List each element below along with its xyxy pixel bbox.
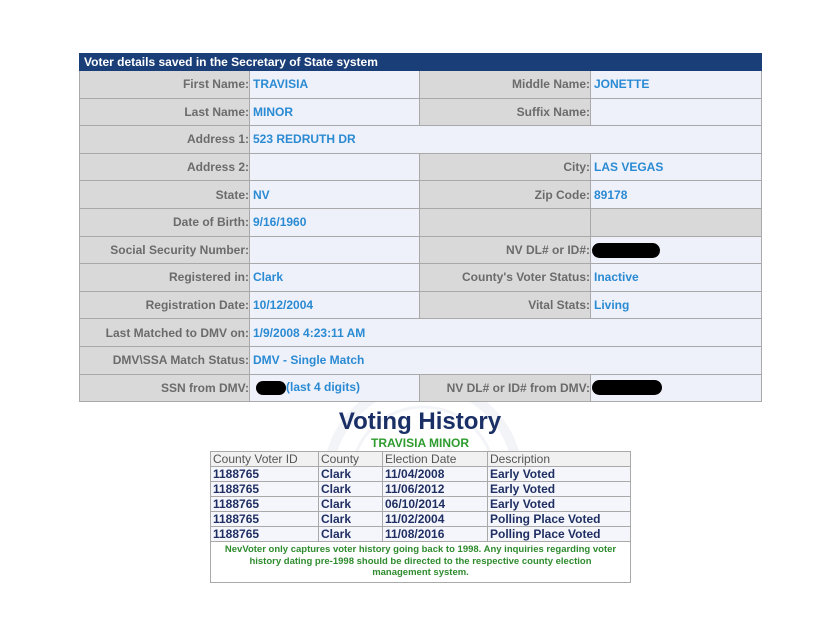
last-name-value: MINOR xyxy=(250,98,420,126)
county-status-value: Inactive xyxy=(591,264,762,292)
county-cell: Clark xyxy=(319,467,383,482)
table-row xyxy=(211,527,631,542)
empty-cell xyxy=(420,208,591,236)
city-label: City: xyxy=(420,153,591,181)
column-header: County xyxy=(319,452,383,467)
description-cell: Early Voted xyxy=(488,467,631,482)
table-row xyxy=(211,497,631,512)
ssn-dmv-label: SSN from DMV: xyxy=(80,374,250,402)
last-matched-label: Last Matched to DMV on: xyxy=(80,319,250,347)
election-date-cell: 11/06/2012 xyxy=(383,482,488,497)
ssn-dmv-suffix: (last 4 digits) xyxy=(286,380,361,395)
description-cell: Early Voted xyxy=(488,482,631,497)
election-date-cell: 06/10/2014 xyxy=(383,497,488,512)
address2-label: Address 2: xyxy=(80,153,250,181)
table-row xyxy=(80,236,762,264)
nv-dl-dmv-label: NV DL# or ID# from DMV: xyxy=(420,374,591,402)
details-caption: Voter details saved in the Secretary of State system xyxy=(80,54,762,71)
registration-date-value: 10/12/2004 xyxy=(250,291,420,319)
vital-stats-value: Living xyxy=(591,291,762,319)
history-header-row xyxy=(211,452,631,467)
table-row xyxy=(80,264,762,292)
election-date-cell: 11/02/2004 xyxy=(383,512,488,527)
zip-value: 89178 xyxy=(591,181,762,209)
voter-id-cell: 1188765 xyxy=(211,512,319,527)
first-name-value: TRAVISIA xyxy=(250,71,420,99)
table-row xyxy=(80,374,762,402)
table-row xyxy=(80,346,762,374)
voter-id-cell: 1188765 xyxy=(211,467,319,482)
vital-stats-label: Vital Stats: xyxy=(420,291,591,319)
table-row xyxy=(80,181,762,209)
middle-name-label: Middle Name: xyxy=(420,71,591,99)
election-date-cell: 11/08/2016 xyxy=(383,527,488,542)
table-row xyxy=(80,208,762,236)
history-note: NevVoter only captures voter history going back to 1998. Any inquiries regarding voter history dating pre-1998 should be directed to the respective county election management system. xyxy=(211,542,631,583)
match-status-value: DMV - Single Match xyxy=(250,346,762,374)
suffix-label: Suffix Name: xyxy=(420,98,591,126)
table-row xyxy=(80,71,762,99)
first-name-label: First Name: xyxy=(80,71,250,99)
voter-details-table xyxy=(79,53,762,402)
details-caption-row xyxy=(80,54,762,71)
suffix-value xyxy=(591,98,762,126)
voting-history-table xyxy=(210,451,631,583)
table-row xyxy=(80,126,762,154)
ssn-label: Social Security Number: xyxy=(80,236,250,264)
county-cell: Clark xyxy=(319,512,383,527)
address1-label: Address 1: xyxy=(80,126,250,154)
history-note-row xyxy=(211,542,631,583)
ssn-dmv-value xyxy=(250,374,420,402)
dob-label: Date of Birth: xyxy=(80,208,250,236)
voter-id-cell: 1188765 xyxy=(211,482,319,497)
nv-dl-value xyxy=(591,236,762,264)
address2-value xyxy=(250,153,420,181)
table-row xyxy=(80,153,762,181)
table-row xyxy=(80,291,762,319)
county-cell: Clark xyxy=(319,527,383,542)
voter-name-subtitle: TRAVISIA MINOR xyxy=(371,436,469,450)
table-row xyxy=(80,319,762,347)
nv-dl-label: NV DL# or ID#: xyxy=(420,236,591,264)
nv-dl-dmv-value xyxy=(591,374,762,402)
last-matched-value: 1/9/2008 4:23:11 AM xyxy=(250,319,762,347)
election-date-cell: 11/04/2008 xyxy=(383,467,488,482)
match-status-label: DMV\SSA Match Status: xyxy=(80,346,250,374)
column-header: Election Date xyxy=(383,452,488,467)
county-cell: Clark xyxy=(319,497,383,512)
county-status-label: County's Voter Status: xyxy=(420,264,591,292)
table-row xyxy=(211,512,631,527)
zip-label: Zip Code: xyxy=(420,181,591,209)
column-header: County Voter ID xyxy=(211,452,319,467)
registered-in-value: Clark xyxy=(250,264,420,292)
table-row xyxy=(80,98,762,126)
voter-id-cell: 1188765 xyxy=(211,527,319,542)
table-row xyxy=(211,467,631,482)
redaction-mark xyxy=(256,381,286,395)
voter-id-cell: 1188765 xyxy=(211,497,319,512)
redaction-mark xyxy=(592,380,662,395)
state-value: NV xyxy=(250,181,420,209)
dob-value: 9/16/1960 xyxy=(250,208,420,236)
registration-date-label: Registration Date: xyxy=(80,291,250,319)
description-cell: Early Voted xyxy=(488,497,631,512)
voting-history-title: Voting History xyxy=(338,408,502,435)
description-cell: Polling Place Voted xyxy=(488,512,631,527)
redaction-mark xyxy=(592,243,660,258)
column-header: Description xyxy=(488,452,631,467)
state-label: State: xyxy=(80,181,250,209)
registered-in-label: Registered in: xyxy=(80,264,250,292)
last-name-label: Last Name: xyxy=(80,98,250,126)
county-cell: Clark xyxy=(319,482,383,497)
empty-cell xyxy=(591,208,762,236)
city-value: LAS VEGAS xyxy=(591,153,762,181)
address1-value: 523 REDRUTH DR xyxy=(250,126,762,154)
description-cell: Polling Place Voted xyxy=(488,527,631,542)
table-row xyxy=(211,482,631,497)
middle-name-value: JONETTE xyxy=(591,71,762,99)
ssn-value xyxy=(250,236,420,264)
